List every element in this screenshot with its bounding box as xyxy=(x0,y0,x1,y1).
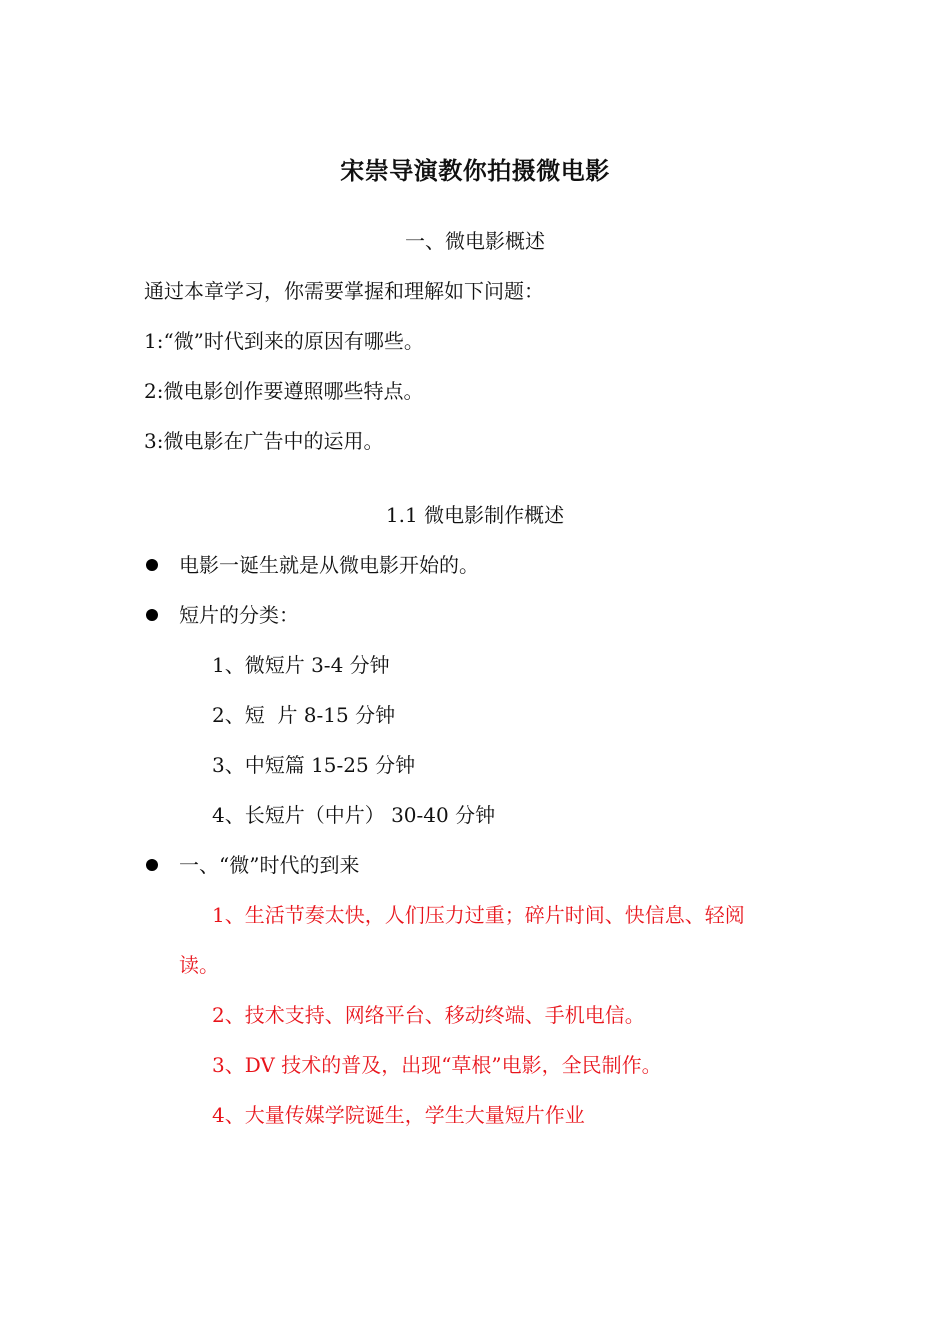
reason-item: 1、生活节奏太快，人们压力过重；碎片时间、快信息、轻阅 xyxy=(212,903,745,927)
bullet-dot-icon xyxy=(146,609,158,621)
category-item: 3、中短篇 15-25 分钟 xyxy=(212,753,416,777)
document-title: 宋崇导演教你拍摄微电影 xyxy=(340,157,610,185)
category-item: 2、短 片 8-15 分钟 xyxy=(212,703,396,727)
category-item: 4、长短片（中片） 30-40 分钟 xyxy=(212,803,496,827)
question-item: 1:“微”时代到来的原因有哪些。 xyxy=(144,329,424,353)
intro-text: 通过本章学习，你需要掌握和理解如下问题： xyxy=(144,279,544,303)
bullet-item: 一、“微”时代的到来 xyxy=(179,853,360,877)
bullet-item: 短片的分类： xyxy=(179,603,299,627)
bullet-item: 电影一诞生就是从微电影开始的。 xyxy=(179,553,479,577)
reason-item: 2、技术支持、网络平台、移动终端、手机电信。 xyxy=(212,1003,645,1027)
question-item: 3:微电影在广告中的运用。 xyxy=(144,429,384,453)
reason-item: 4、大量传媒学院诞生，学生大量短片作业 xyxy=(212,1103,585,1127)
category-item: 1、微短片 3-4 分钟 xyxy=(212,653,390,677)
bullet-dot-icon xyxy=(146,559,158,571)
chapter-heading: 一、微电影概述 xyxy=(405,229,545,253)
bullet-dot-icon xyxy=(146,859,158,871)
section-heading: 1.1 微电影制作概述 xyxy=(385,503,565,527)
reason-item: 3、DV 技术的普及，出现“草根”电影，全民制作。 xyxy=(212,1053,662,1077)
reason-item-continued: 读。 xyxy=(179,953,219,977)
question-item: 2:微电影创作要遵照哪些特点。 xyxy=(144,379,424,403)
